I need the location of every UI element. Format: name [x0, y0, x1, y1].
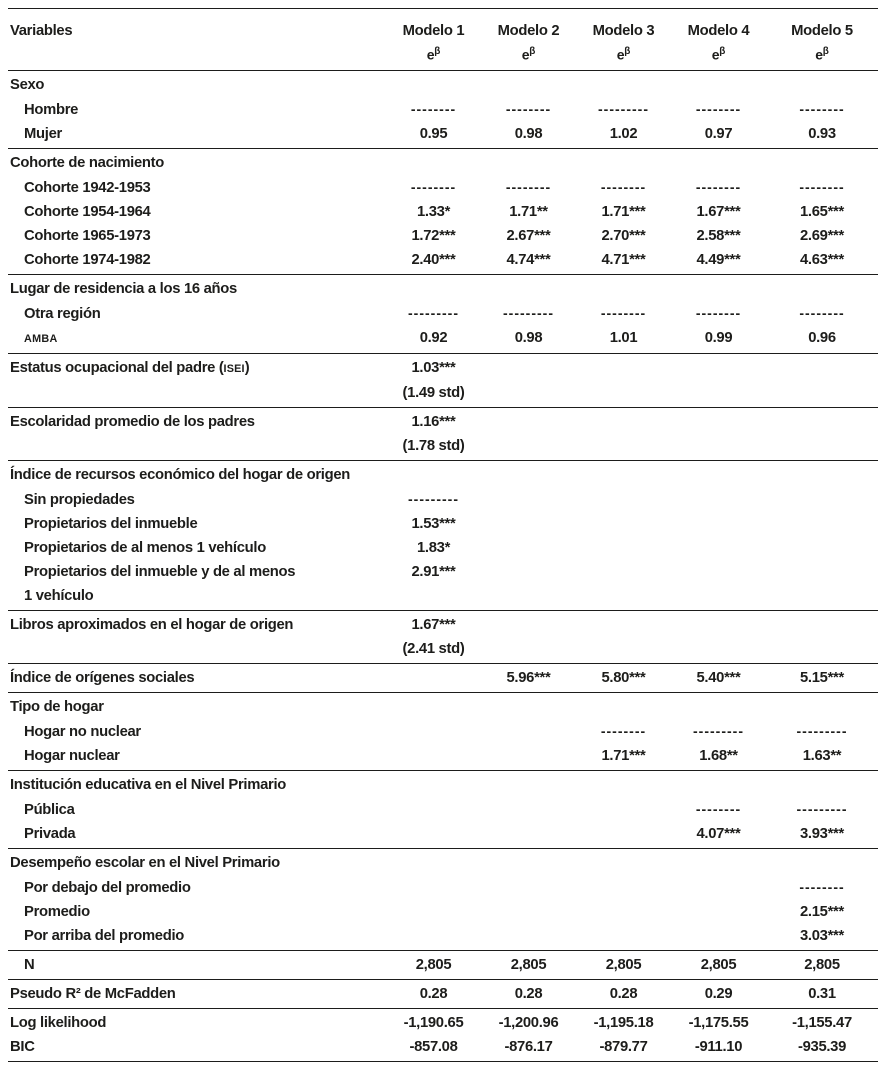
column-header-modelo-3	[576, 19, 671, 64]
value-cell: 5.15***	[800, 669, 844, 686]
value-cell: ---------	[796, 722, 848, 739]
table-section-9	[8, 692, 878, 770]
row-label: Cohorte 1974-1982	[24, 251, 151, 268]
value-cell: -879.77	[599, 1038, 648, 1055]
model-name-label: Modelo 3	[592, 23, 655, 39]
table-row	[8, 463, 878, 487]
table-row	[8, 1035, 878, 1059]
model-exp-label: $e^\beta$	[815, 46, 829, 63]
table-row	[8, 97, 878, 122]
row-label: Privada	[24, 825, 76, 842]
row-label: Propietarios del inmueble	[24, 515, 198, 532]
table-row	[8, 1011, 878, 1035]
value-cell: 1.63**	[802, 747, 842, 764]
value-cell: 0.99	[704, 329, 733, 346]
table-section-11	[8, 848, 878, 950]
row-label-caps: ISEI	[223, 362, 245, 375]
value-cell: 1.67***	[411, 616, 456, 633]
row-label: AMBA	[24, 332, 58, 345]
model-exp-label: $e^\beta$	[426, 46, 441, 63]
model-exp-sup: β	[822, 46, 829, 57]
value-cell: -1,175.55	[688, 1014, 749, 1031]
row-label: Estatus ocupacional del padre (ISEI)	[10, 359, 250, 376]
row-label: Hogar nuclear	[24, 747, 120, 764]
value-cell: --------	[410, 178, 457, 195]
value-cell: (2.41 std)	[402, 640, 465, 657]
table-section-7	[8, 610, 878, 663]
value-cell: --------	[695, 304, 742, 321]
row-label: Cohorte 1954-1964	[24, 203, 151, 220]
model-exp-label: $e^\beta$	[521, 46, 536, 63]
value-cell: ---------	[503, 304, 554, 321]
value-cell: 4.63***	[800, 251, 844, 268]
value-cell: 1.01	[609, 329, 638, 346]
value-cell: ---------	[408, 304, 459, 321]
value-cell: -1,190.65	[403, 1014, 464, 1031]
table-row	[8, 301, 878, 326]
model-name-label: Modelo 4	[687, 23, 750, 39]
row-label: Pública	[24, 801, 75, 818]
table-row	[8, 584, 878, 608]
value-cell: 1.83*	[416, 539, 451, 556]
row-label: Lugar de residencia a los 16 años	[10, 280, 237, 297]
model-exp-sup: β	[624, 46, 631, 57]
row-label: Propietarios del inmueble y de al menos	[24, 563, 296, 580]
value-cell: --------	[600, 304, 647, 321]
value-cell: 4.07***	[696, 825, 741, 842]
table-row	[8, 953, 878, 977]
table-row	[8, 560, 878, 584]
table-row	[8, 122, 878, 146]
value-cell: -857.08	[409, 1038, 458, 1055]
table-row	[8, 900, 878, 924]
value-cell: --------	[600, 722, 647, 739]
table-row	[8, 797, 878, 822]
value-cell: 3.93***	[800, 825, 844, 842]
table-row	[8, 224, 878, 248]
value-cell: 1.72***	[411, 227, 456, 244]
value-cell: 0.28	[514, 985, 543, 1002]
value-cell: 0.98	[514, 125, 543, 142]
value-cell: 0.93	[808, 125, 836, 142]
value-cell: 2,805	[510, 956, 547, 973]
table-row	[8, 719, 878, 744]
model-exp-sup: β	[719, 46, 726, 57]
value-cell: 2.40***	[411, 251, 456, 268]
value-cell: 4.49***	[696, 251, 741, 268]
table-row	[8, 924, 878, 948]
table-section-5	[8, 407, 878, 460]
table-row	[8, 151, 878, 175]
table-row	[8, 512, 878, 536]
value-cell: 1.71***	[601, 747, 646, 764]
value-cell: 0.98	[514, 329, 543, 346]
value-cell: 2.91***	[411, 563, 456, 580]
row-label: Sin propiedades	[24, 491, 135, 508]
value-cell: 1.03***	[411, 359, 456, 376]
table-section-8	[8, 663, 878, 692]
model-exp-sup: β	[529, 46, 536, 57]
table-body	[8, 70, 878, 1061]
regression-table	[8, 8, 878, 1062]
table-row	[8, 248, 878, 272]
value-cell: --------	[799, 100, 845, 117]
row-label: Log likelihood	[10, 1014, 107, 1031]
table-row	[8, 410, 878, 434]
value-cell: --------	[410, 100, 457, 117]
row-label: 1 vehículo	[24, 587, 94, 604]
value-cell: -1,155.47	[792, 1014, 852, 1031]
table-row	[8, 637, 878, 661]
row-label: Por arriba del promedio	[24, 927, 185, 944]
table-section-10	[8, 770, 878, 848]
value-cell: 0.31	[808, 985, 836, 1002]
value-cell: 5.96***	[506, 669, 551, 686]
table-row	[8, 875, 878, 900]
value-cell: 0.92	[419, 329, 448, 346]
row-label: Desempeño escolar en el Nivel Primario	[10, 854, 280, 871]
value-cell: 0.95	[419, 125, 448, 142]
model-name-label: Modelo 2	[497, 23, 560, 39]
column-header-modelo-2	[481, 19, 576, 64]
value-cell: -876.17	[504, 1038, 553, 1055]
value-cell: 2.67***	[506, 227, 551, 244]
value-cell: --------	[695, 178, 742, 195]
value-cell: --------	[799, 178, 845, 195]
value-cell: (1.78 std)	[402, 437, 465, 454]
table-section-2	[8, 148, 878, 274]
value-cell: (1.49 std)	[402, 384, 465, 401]
value-cell: 1.71**	[509, 203, 548, 220]
row-label: Otra región	[24, 305, 101, 322]
value-cell: --------	[799, 878, 845, 895]
table-row	[8, 434, 878, 458]
model-name-label: Modelo 5	[791, 23, 853, 39]
value-cell: 3.03***	[800, 927, 844, 944]
table-section-1	[8, 70, 878, 148]
value-cell: -935.39	[797, 1038, 847, 1055]
value-cell: 1.33*	[416, 203, 451, 220]
row-label: Índice de orígenes sociales	[10, 669, 195, 686]
column-header-variables: Variables	[10, 23, 73, 39]
row-label: Propietarios de al menos 1 vehículo	[24, 539, 266, 556]
table-row	[8, 695, 878, 719]
row-label: Índice de recursos económico del hogar de origen	[10, 466, 350, 483]
table-row	[8, 73, 878, 97]
column-header-modelo-5	[766, 19, 878, 64]
value-cell: -1,200.96	[498, 1014, 559, 1031]
table-row	[8, 822, 878, 846]
table-header-row	[8, 9, 878, 70]
value-cell: 5.80***	[601, 669, 646, 686]
row-label: Cohorte 1942-1953	[24, 179, 151, 196]
value-cell: --------	[505, 178, 552, 195]
table-row	[8, 277, 878, 301]
model-exp-label: $e^\beta$	[616, 46, 631, 63]
value-cell: --------	[799, 304, 845, 321]
table-row	[8, 200, 878, 224]
value-cell: 5.40***	[696, 669, 741, 686]
row-label: Hogar no nuclear	[24, 723, 141, 740]
value-cell: 0.96	[808, 329, 836, 346]
value-cell: 4.74***	[506, 251, 551, 268]
table-row	[8, 381, 878, 405]
value-cell: 1.16***	[411, 413, 456, 430]
model-exp-label: $e^\beta$	[711, 46, 726, 63]
table-section-3	[8, 274, 878, 353]
row-label: Escolaridad promedio de los padres	[10, 413, 255, 430]
value-cell: ---------	[796, 800, 848, 817]
model-name-label: Modelo 1	[402, 23, 465, 39]
value-cell: 1.71***	[601, 203, 646, 220]
table-section-14	[8, 1008, 878, 1061]
row-label: Promedio	[24, 903, 90, 920]
column-header-modelo-4	[671, 19, 766, 64]
value-cell: 2,805	[804, 956, 840, 973]
row-label: Hombre	[24, 101, 79, 118]
table-row	[8, 536, 878, 560]
row-label: Sexo	[10, 76, 45, 93]
value-cell: -911.10	[694, 1038, 743, 1055]
table-row	[8, 175, 878, 200]
table-section-12	[8, 950, 878, 979]
table-section-13	[8, 979, 878, 1008]
value-cell: 0.28	[419, 985, 448, 1002]
value-cell: 2,805	[415, 956, 452, 973]
table-row	[8, 851, 878, 875]
value-cell: --------	[695, 100, 742, 117]
value-cell: 1.68**	[699, 747, 738, 764]
value-cell: 1.65***	[800, 203, 844, 220]
column-header-modelo-1	[386, 19, 481, 64]
value-cell: 1.67***	[696, 203, 741, 220]
value-cell: 2.15***	[800, 903, 844, 920]
value-cell: 1.53***	[411, 515, 456, 532]
table-row	[8, 666, 878, 690]
value-cell: 2.70***	[601, 227, 646, 244]
row-label: Tipo de hogar	[10, 698, 104, 715]
table-row	[8, 613, 878, 637]
row-label: BIC	[10, 1038, 35, 1055]
value-cell: ---------	[598, 100, 649, 117]
table-row	[8, 356, 878, 381]
value-cell: 0.28	[609, 985, 638, 1002]
row-label: Mujer	[24, 125, 62, 142]
row-label: Cohorte de nacimiento	[10, 154, 165, 171]
table-section-4	[8, 353, 878, 407]
table-row	[8, 982, 878, 1006]
value-cell: 0.29	[704, 985, 733, 1002]
model-exp-sup: β	[434, 46, 441, 57]
value-cell: 2.69***	[800, 227, 844, 244]
table-row	[8, 487, 878, 512]
table-row	[8, 326, 878, 351]
value-cell: ---------	[408, 490, 459, 507]
row-label: Libros aproximados en el hogar de origen	[10, 616, 294, 633]
value-cell: 2,805	[605, 956, 642, 973]
row-label: Por debajo del promedio	[24, 879, 191, 896]
row-label: N	[24, 956, 35, 973]
value-cell: -1,195.18	[593, 1014, 654, 1031]
value-cell: 2.58***	[696, 227, 741, 244]
table-section-6	[8, 460, 878, 610]
value-cell: ---------	[693, 722, 744, 739]
value-cell: 2,805	[700, 956, 737, 973]
value-cell: --------	[505, 100, 552, 117]
table-row	[8, 773, 878, 797]
value-cell: --------	[600, 178, 647, 195]
row-label: Pseudo R² de McFadden	[10, 985, 176, 1002]
row-label: Institución educativa en el Nivel Primario	[10, 776, 287, 793]
table-row	[8, 744, 878, 768]
value-cell: 4.71***	[601, 251, 646, 268]
value-cell: 1.02	[609, 125, 638, 142]
row-label: Cohorte 1965-1973	[24, 227, 151, 244]
value-cell: 0.97	[704, 125, 733, 142]
value-cell: --------	[695, 800, 742, 817]
